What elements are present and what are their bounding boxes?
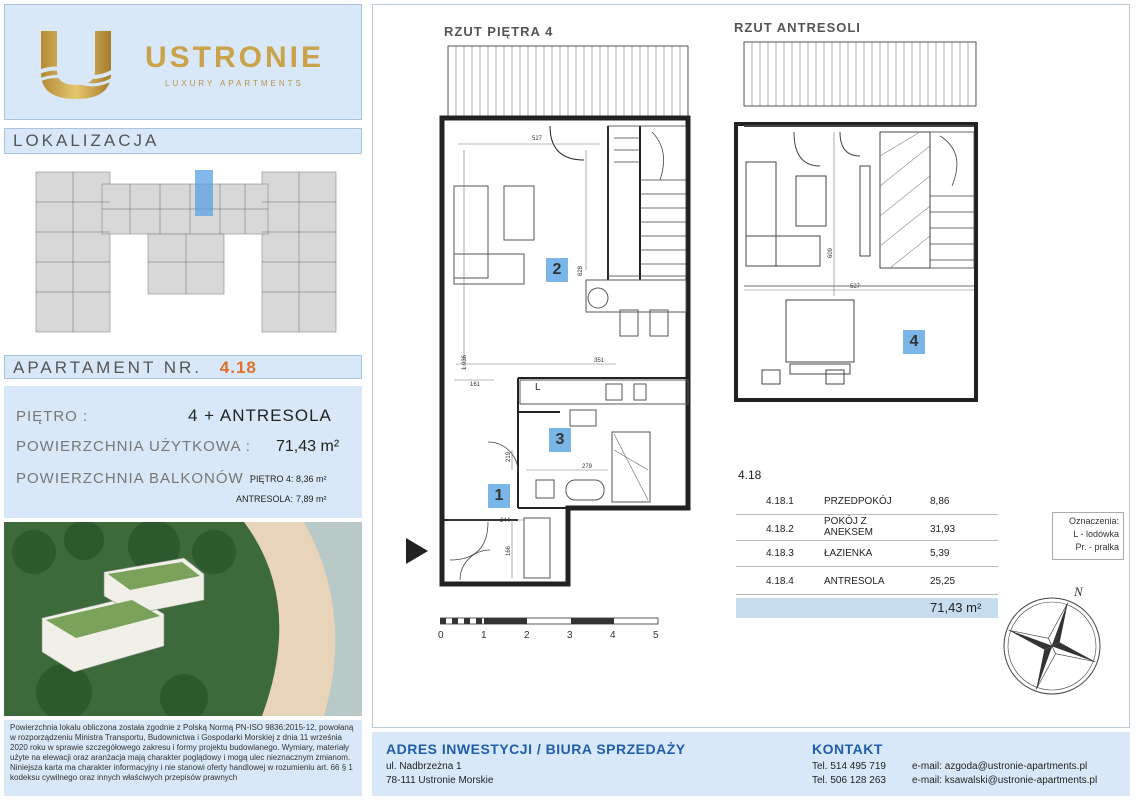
room-area: 5,39 [930, 548, 950, 559]
logo-panel [4, 4, 362, 120]
room-id: 4.18.4 [766, 576, 794, 587]
room-tag-2: 2 [546, 258, 568, 282]
pietro-label: PIĘTRO : [16, 408, 89, 425]
scale-label-5: 5 [653, 630, 659, 641]
table-row [736, 542, 998, 567]
entrance-arrow-icon [404, 536, 430, 566]
table-row [736, 570, 998, 595]
room-name: ŁAZIENKA [824, 548, 873, 559]
balkon-p4-value: 8,36 m² [296, 474, 327, 484]
floor4-title: RZUT PIĘTRA 4 [444, 24, 554, 39]
table-row [736, 490, 998, 515]
room-area: 25,25 [930, 576, 956, 587]
legend-title: Oznaczenia: [1068, 516, 1119, 526]
brand-tagline: LUXURY APARTMENTS [165, 79, 304, 88]
legend-washer: Pr. - pralka [1075, 542, 1119, 552]
legend-box [1052, 512, 1124, 560]
total-area-bar [736, 598, 998, 618]
address-line1: ul. Nadbrzeżna 1 [386, 761, 462, 772]
legend-fridge: L - lodówka [1073, 529, 1119, 539]
room-area: 8,86 [930, 496, 950, 507]
phone-2[interactable]: Tel. 506 128 263 [812, 775, 886, 786]
brand-name: USTRONIE [145, 41, 325, 74]
fridge-marker: L [535, 382, 541, 393]
room-tag-1: 1 [488, 484, 510, 508]
lokalizacja-heading: LOKALIZACJA [4, 128, 362, 154]
dim-mezz-527: 527 [850, 284, 861, 290]
scale-bar [440, 616, 662, 628]
pietro-value: 4 + ANTRESOLA [188, 406, 332, 425]
compass-rose-icon [1000, 582, 1110, 702]
email-1[interactable]: e-mail: azgoda@ustronie-apartments.pl [912, 761, 1088, 772]
dim-628: 628 [578, 265, 584, 276]
balkon-antresola-label: ANTRESOLA: [236, 494, 294, 504]
phone-1[interactable]: Tel. 514 495 719 [812, 761, 886, 772]
dim-mezz-609: 609 [828, 247, 834, 258]
apartment-number: 4.18 [219, 358, 257, 377]
room-tag-4: 4 [903, 330, 925, 354]
pow-uzytkowa-label: POWIERZCHNIA UŻYTKOWA : [16, 438, 251, 455]
table-row [736, 516, 998, 541]
dim-351: 351 [594, 358, 605, 364]
unit-number: 4.18 [738, 468, 762, 482]
room-name: PRZEDPOKÓJ [824, 496, 892, 507]
mezzanine-plan [730, 36, 980, 406]
dim-527: 527 [532, 136, 543, 142]
email-2[interactable]: e-mail: ksawalski@ustronie-apartments.pl [912, 775, 1098, 786]
room-name: POKÓJ Z ANEKSEM [824, 516, 873, 538]
room-area: 31,93 [930, 524, 956, 535]
room-id: 4.18.1 [766, 496, 794, 507]
scale-label-2: 2 [524, 630, 530, 641]
dim-244: 244 [500, 518, 511, 524]
address-line2: 78-111 Ustronie Morskie [386, 775, 494, 786]
scale-label-4: 4 [610, 630, 616, 641]
balkony-label: POWIERZCHNIA BALKONÓW : [16, 470, 255, 487]
selected-apartment-highlight [195, 170, 213, 216]
apartment-label: APARTAMENT NR. [13, 358, 203, 377]
dim-161: 161 [470, 382, 481, 388]
ustronie-logo-mark [33, 27, 119, 101]
total-area: 71,43 m² [930, 600, 982, 615]
dim-166: 166 [506, 545, 512, 556]
building-rendering [4, 522, 362, 716]
scale-label-1: 1 [481, 630, 487, 641]
contact-title: KONTAKT [812, 741, 883, 757]
site-plan [30, 162, 340, 344]
apartment-number-row [4, 355, 362, 379]
pow-uzytkowa-value: 71,43 m² [276, 438, 340, 455]
room-id: 4.18.2 [766, 524, 794, 535]
room-name: ANTRESOLA [824, 576, 885, 587]
scale-label-3: 3 [567, 630, 573, 641]
address-title: ADRES INWESTYCJI / BIURA SPRZEDAŻY [386, 741, 686, 757]
room-id: 4.18.3 [766, 548, 794, 559]
scale-label-0: 0 [438, 630, 444, 641]
dim-1036: 1 036 [462, 354, 468, 370]
disclaimer-text: Powierzchnia lokalu obliczona została zgodnie z Polską Normą PN-ISO 9836:2015-12, powołaną w rozporządzeniu Ministra Transportu, Budownictwa i Gospodarki Morskiej z dnia 11 września 2020 roku w sprawie szczegółowego zakresu i formy projektu budowlanego. Wymiary, materiały użyte na elewacji oraz aranżacja mają charakter poglądowy i mogą ulec nieznacznym zmianom. Niniejsza karta ma charakter informacyjny i nie stanowi oferty handlowej w rozumieniu art. 66 § 1 kodeksu cywilnego oraz innych właściwych przepisów prawnych [4, 720, 362, 796]
mezzanine-title: RZUT ANTRESOLI [734, 20, 861, 35]
apartment-info-panel [4, 386, 362, 518]
balkon-antresola-value: 7,89 m² [296, 494, 327, 504]
dim-279: 279 [582, 464, 593, 470]
compass-north-label: N [1074, 584, 1083, 599]
dim-219: 219 [506, 451, 512, 462]
floor4-plan [400, 40, 700, 640]
room-tag-3: 3 [549, 428, 571, 452]
balkon-p4-label: PIĘTRO 4: [250, 474, 294, 484]
